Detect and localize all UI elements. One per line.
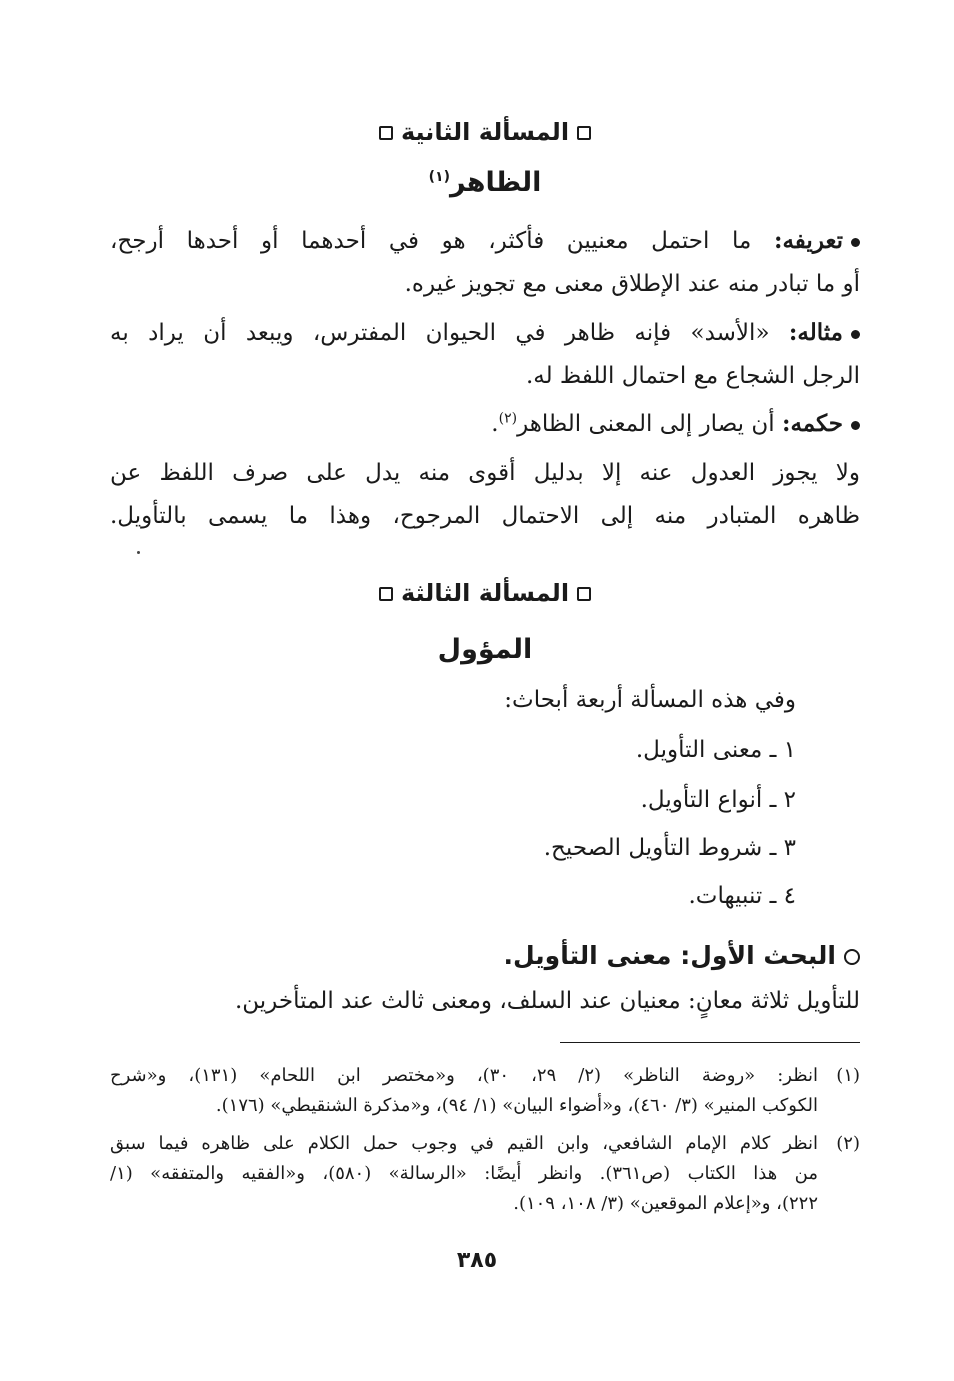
ruling-text: أن يصار إلى المعنى الظاهر [517, 411, 775, 437]
section-title-3: المؤول [437, 634, 533, 665]
footnote-ref: (٢) [498, 410, 518, 427]
example-line-2: الرجل الشجاع مع احتمال اللفظ له. [525, 363, 860, 389]
footnote-number: (١) [836, 1065, 861, 1086]
footnote-divider [560, 1042, 860, 1043]
example-text: «الأسد» فإنه ظاهر في الحيوان المفترس، ويبعد أن يراد به [110, 320, 770, 346]
paragraph-line-1: ولا يجوز العدول عنه إلا بدليل أقوى منه يدل على صرف اللفظ عن [110, 460, 860, 486]
ruling-line [110, 410, 860, 439]
section-heading-text: المسألة الثالثة [400, 579, 570, 607]
footnote-ref: (١) [428, 169, 450, 185]
definition-line-2: أو ما تبادر منه عند الإطلاق معنى مع تجويز غيره. [404, 271, 860, 297]
footnote-1-line-1 [110, 1065, 860, 1087]
section-heading-3 [110, 579, 860, 607]
bullet-icon [851, 421, 860, 430]
definition-line-1 [110, 227, 860, 256]
title-text: الظاهر [450, 167, 542, 198]
list-item: ٣ ـ شروط التأويل الصحيح. [543, 835, 796, 861]
page-number: ٣٨٥ [456, 1248, 498, 1273]
list-item: ١ ـ معنى التأويل. [635, 737, 796, 763]
ruling-label: حكمه: [781, 410, 843, 437]
definition-text: ما احتمل معنيين فأكثر، هو في أحدهما أو أحدها أرجح، [110, 228, 752, 254]
bullet-icon [851, 330, 860, 339]
footnote-2-line-2: من هذا الكتاب (ص٣٦١). وانظر أيضًا: «الرسالة» (٥٨٠)، و«الفقيه والمتفقه» (١/ [110, 1163, 818, 1184]
footnote-2-line-1 [110, 1133, 860, 1155]
section-heading-text: المسألة الثانية [400, 118, 570, 146]
footnote-text: انظر كلام الإمام الشافعي، وابن القيم في وجوب حمل الكلام على ظاهره فيما سبق [110, 1133, 818, 1154]
square-ornament-icon [577, 126, 591, 140]
section-title-2 [110, 167, 860, 198]
example-line-1 [110, 319, 860, 348]
section-intro: وفي هذه المسألة أربعة أبحاث: [504, 687, 796, 713]
list-item: ٢ ـ أنواع التأويل. [640, 787, 796, 813]
topic-heading-text: البحث الأول: معنى التأويل. [503, 941, 836, 970]
circle-ornament-icon [844, 949, 860, 965]
bullet-icon [851, 238, 860, 247]
square-ornament-icon [379, 587, 393, 601]
topic-text: للتأويل ثلاثة معانٍ: معنيان عند السلف، ومعنى ثالث عند المتأخرين. [234, 988, 860, 1014]
footnote-number: (٢) [836, 1133, 860, 1154]
paragraph-line-2: ظاهره المتبادر منه إلى الاحتمال المرجوح، وهذا ما يسمى بالتأويل. [110, 503, 860, 529]
square-ornament-icon [577, 587, 591, 601]
ruling-end: . [491, 411, 499, 437]
print-speck [137, 551, 140, 554]
topic-heading [110, 941, 860, 970]
footnote-2-line-3: ٢٢٢)، و«إعلام الموقعين» (٣/ ١٠٨، ١٠٩). [513, 1193, 818, 1214]
footnote-1-line-2: الكوكب المنير» (٣/ ٤٦٠)، و«أضواء البيان» (١/ ٩٤)، و«مذكرة الشنقيطي» (١٧٦). [215, 1095, 818, 1116]
square-ornament-icon [379, 126, 393, 140]
list-item: ٤ ـ تنبيهات. [688, 883, 796, 909]
footnote-text: انظر: «روضة الناظر» (٢/ ٢٩، ٣٠)، و«مختصر ابن اللحام» (١٣١)، و«شرح [110, 1065, 819, 1086]
example-label: مثاله: [788, 319, 843, 346]
section-heading-2 [110, 118, 860, 146]
definition-label: تعريفه: [773, 227, 844, 254]
